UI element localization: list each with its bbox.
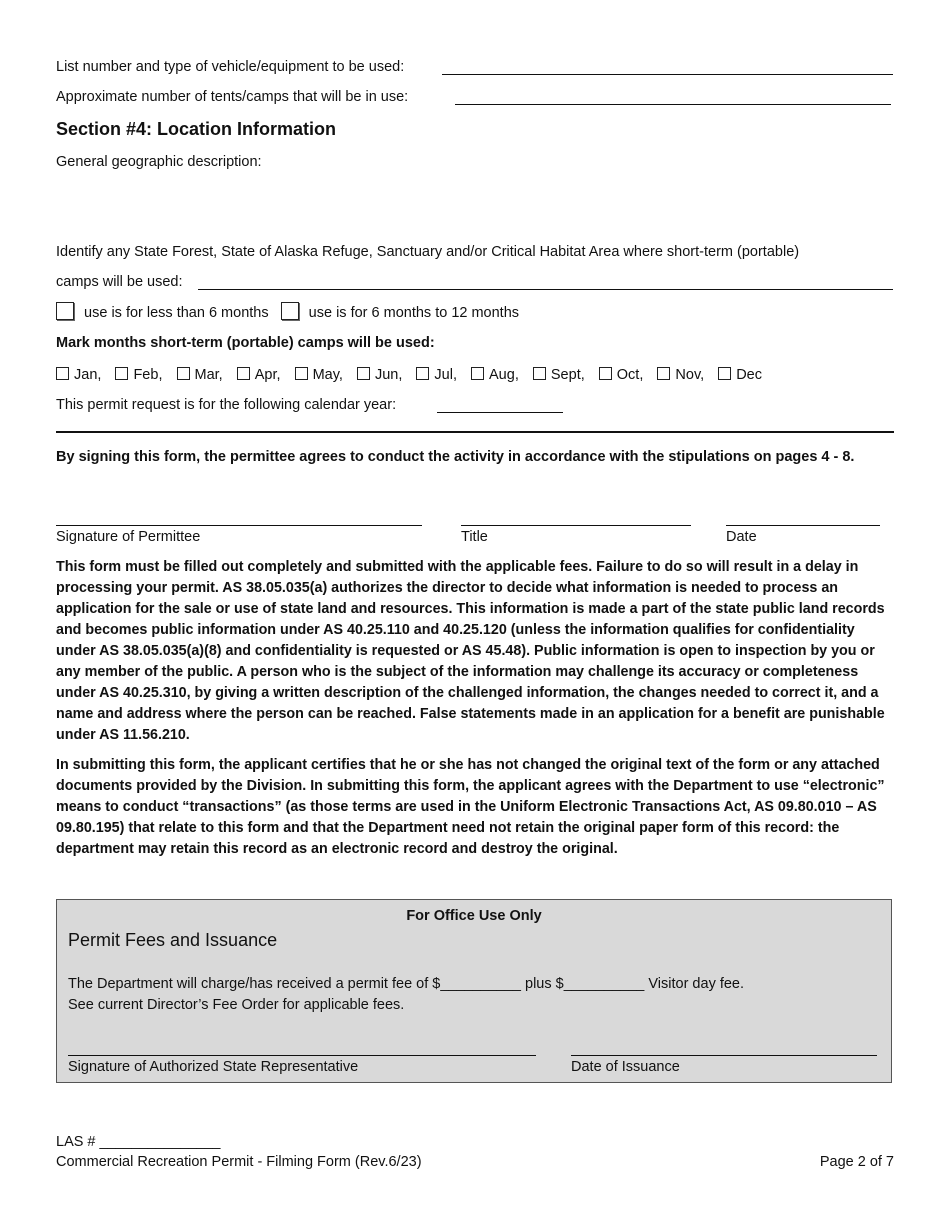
section-divider bbox=[56, 431, 894, 433]
less-than-6-months-label: use is for less than 6 months bbox=[84, 305, 269, 321]
month-checkbox[interactable] bbox=[56, 367, 69, 380]
month-apr[interactable]: Apr, bbox=[237, 367, 281, 383]
office-use-box bbox=[56, 899, 892, 1083]
public-information-notice: This form must be filled out completely and submitted with the applicable fees. Failure to do so will result in a delay in processing your permit. AS 38.05.035(a) authorizes the director to decide what information is needed to process an application for the sale or use of state land and resources. This information is made a part of the state public land records and becomes public information under AS 40.25.110 and 40.25.120 (unless the information qualifies for confidentiality under AS 38.05.035(a)(8) and confidentiality is requested or AS 45.48). Public information is open to inspection by you or any member of the public. A person who is the subject of the information may challenge its accuracy or completeness under AS 40.25.310, by giving a written description of the challenged information, the changes needed to correct it, and a name and address where the person can be reached. False statements made in an application for a benefit are punishable under AS 11.56.210. bbox=[56, 559, 885, 743]
date-label: Date bbox=[726, 529, 757, 545]
month-oct[interactable]: Oct, bbox=[599, 367, 644, 383]
month-checkbox[interactable] bbox=[533, 367, 546, 380]
6-to-12-months-label: use is for 6 months to 12 months bbox=[308, 305, 520, 321]
issuance-date-line[interactable] bbox=[571, 1055, 877, 1056]
6-to-12-months-checkbox[interactable] bbox=[281, 302, 299, 320]
camps-input-line[interactable] bbox=[198, 289, 893, 290]
identify-areas-label: Identify any State Forest, State of Alaska Refuge, Sanctuary and/or Critical Habitat Area where short-term (portable) bbox=[56, 244, 800, 260]
month-checkbox[interactable] bbox=[357, 367, 370, 380]
month-checkbox[interactable] bbox=[115, 367, 128, 380]
fee-order-note: See current Director’s Fee Order for applicable fees. bbox=[68, 997, 405, 1013]
calendar-year-input-line[interactable] bbox=[437, 412, 563, 413]
month-jun[interactable]: Jun, bbox=[357, 367, 402, 383]
month-checkbox[interactable] bbox=[471, 367, 484, 380]
month-checkbox[interactable] bbox=[599, 367, 612, 380]
months-checkbox-row bbox=[56, 367, 772, 383]
month-checkbox[interactable] bbox=[718, 367, 731, 380]
geo-description-field[interactable] bbox=[56, 176, 894, 236]
month-aug[interactable]: Aug, bbox=[471, 367, 519, 383]
office-use-header: For Office Use Only bbox=[406, 908, 542, 924]
month-feb[interactable]: Feb, bbox=[115, 367, 162, 383]
vehicles-label: List number and type of vehicle/equipment to be used: bbox=[56, 59, 405, 75]
title-line[interactable] bbox=[461, 525, 691, 526]
permit-fees-title: Permit Fees and Issuance bbox=[68, 930, 278, 950]
less-than-6-months-checkbox[interactable] bbox=[56, 302, 74, 320]
month-jan[interactable]: Jan, bbox=[56, 367, 101, 383]
rep-signature-label: Signature of Authorized State Representative bbox=[68, 1059, 359, 1075]
form-name: Commercial Recreation Permit - Filming Form (Rev.6/23) bbox=[56, 1154, 422, 1170]
month-checkbox[interactable] bbox=[416, 367, 429, 380]
month-may[interactable]: May, bbox=[295, 367, 343, 383]
las-number: LAS # _______________ bbox=[56, 1134, 221, 1150]
permittee-signature-label: Signature of Permittee bbox=[56, 529, 201, 545]
month-dec[interactable]: Dec bbox=[718, 367, 762, 383]
vehicles-input-line[interactable] bbox=[442, 74, 893, 75]
month-nov[interactable]: Nov, bbox=[657, 367, 704, 383]
month-checkbox[interactable] bbox=[657, 367, 670, 380]
fee-line: The Department will charge/has received a permit fee of $__________ plus $__________ Visitor day fee. bbox=[68, 976, 745, 992]
geo-description-label: General geographic description: bbox=[56, 154, 262, 170]
issuance-date-label: Date of Issuance bbox=[571, 1059, 680, 1075]
permittee-signature-line[interactable] bbox=[56, 525, 422, 526]
section4-title: Section #4: Location Information bbox=[56, 119, 337, 139]
date-line[interactable] bbox=[726, 525, 880, 526]
month-checkbox[interactable] bbox=[177, 367, 190, 380]
month-sept[interactable]: Sept, bbox=[533, 367, 585, 383]
signing-statement: By signing this form, the permittee agrees to conduct the activity in accordance with the stipulations on pages 4 - 8. bbox=[56, 449, 855, 465]
page-number: Page 2 of 7 bbox=[819, 1154, 894, 1170]
title-label: Title bbox=[461, 529, 488, 545]
tents-label: Approximate number of tents/camps that will be in use: bbox=[56, 89, 409, 105]
month-checkbox[interactable] bbox=[295, 367, 308, 380]
month-mar[interactable]: Mar, bbox=[177, 367, 223, 383]
electronic-transactions-notice: In submitting this form, the applicant certifies that he or she has not changed the original text of the form or any attached documents provided by the Division. In submitting this form, the applicant agrees with the Department to use “electronic” means to conduct “transactions” (as those terms are used in the Uniform Electronic Transactions Act, AS 09.80.010 – AS 09.80.195) that relate to this form and that the Department need not retain the original paper form of this record: the department may retain this record as an electronic record and destroy the original. bbox=[56, 757, 885, 857]
calendar-year-label: This permit request is for the following calendar year: bbox=[56, 397, 397, 413]
rep-signature-line[interactable] bbox=[68, 1055, 536, 1056]
month-jul[interactable]: Jul, bbox=[416, 367, 457, 383]
tents-input-line[interactable] bbox=[455, 104, 891, 105]
months-heading: Mark months short-term (portable) camps will be used: bbox=[56, 335, 435, 351]
camps-label: camps will be used: bbox=[56, 274, 183, 290]
month-checkbox[interactable] bbox=[237, 367, 250, 380]
duration-options bbox=[56, 302, 519, 321]
